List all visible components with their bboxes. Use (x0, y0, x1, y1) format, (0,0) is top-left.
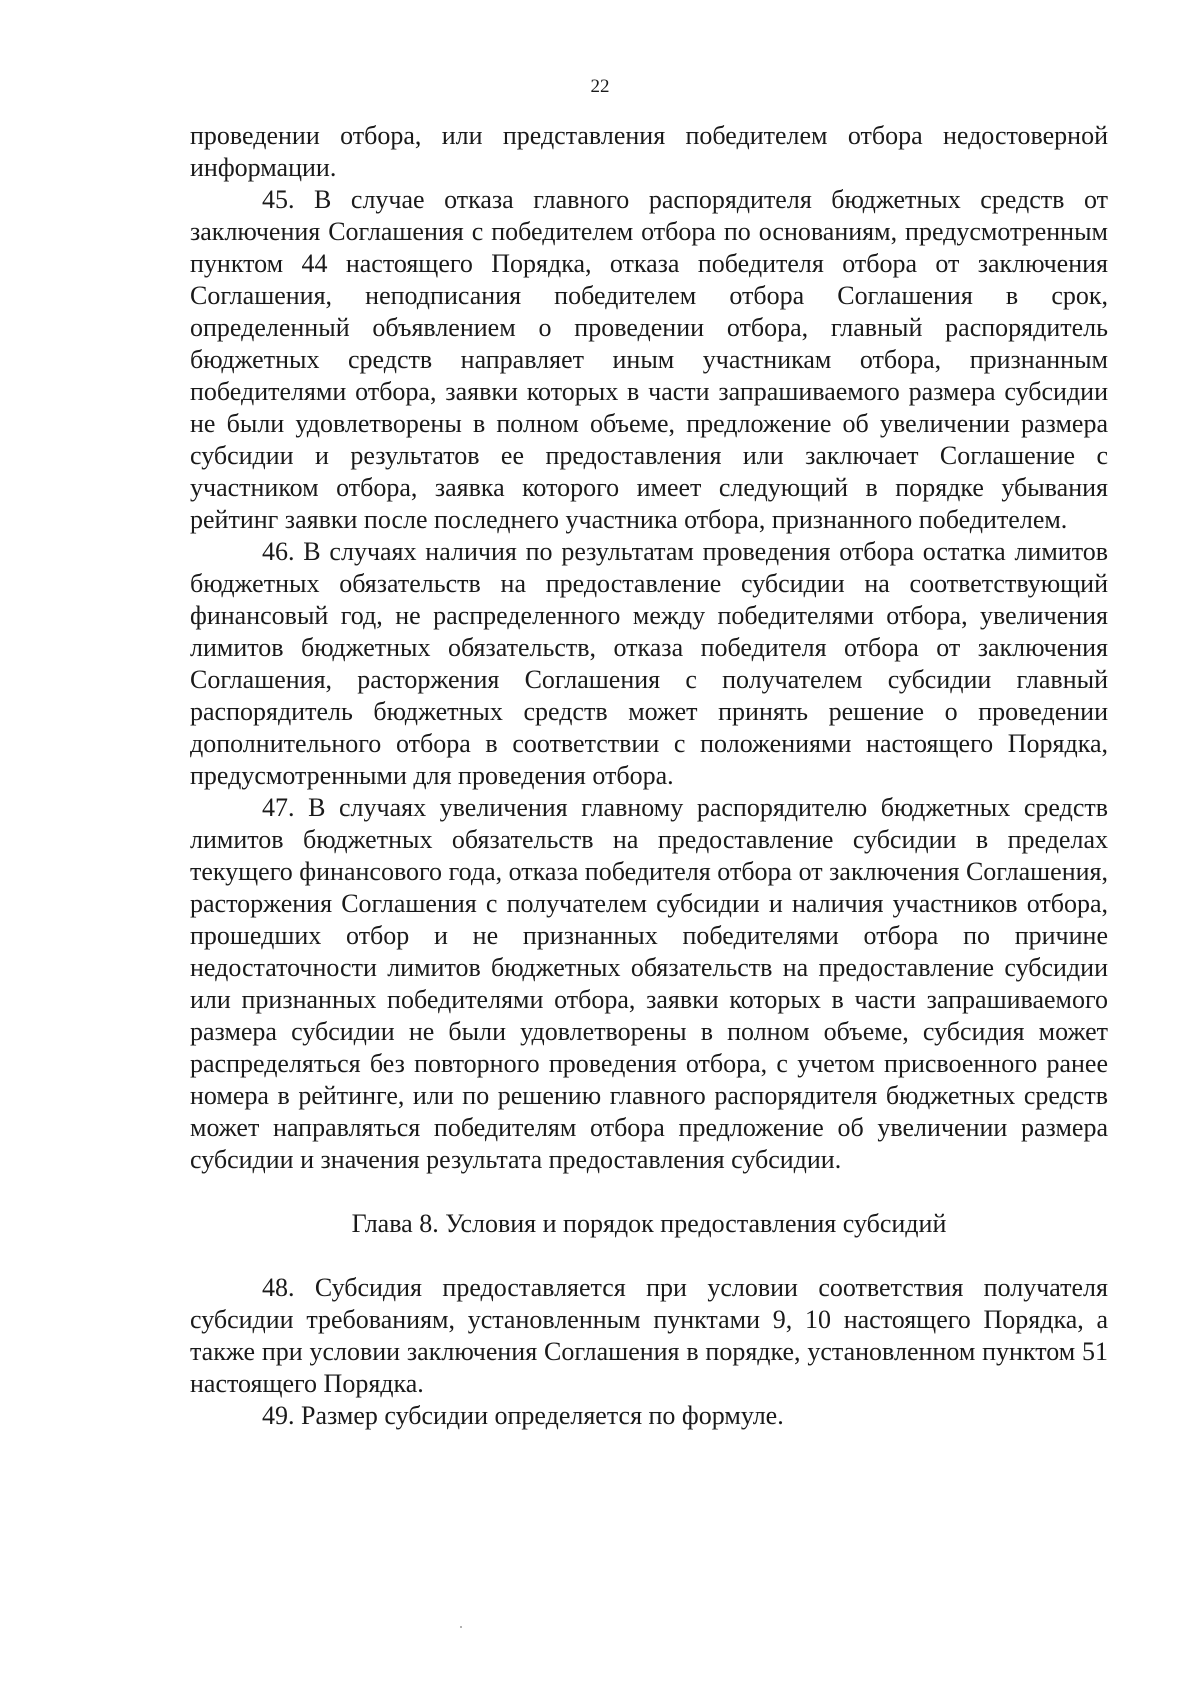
document-body (190, 120, 1108, 1432)
paragraph-47: 47. В случаях увеличения главному распорядителю бюджетных средств лимитов бюджетных обязательств на предоставление субсидии в пределах текущего финансового года, отказа победителя отбора от заключения Соглашения, расторжения Соглашения с получателем субсидии и наличия участников отбора, прошедших отбор и не признанных победителями отбора по причине недостаточности лимитов бюджетных обязательств на предоставление субсидии или признанных победителями отбора, заявки которых в части запрашиваемого размера субсидии не были удовлетворены в полном объеме, субсидия может распределяться без повторного проведения отбора, с учетом присвоенного ранее номера в рейтинге, или по решению главного распорядителя бюджетных средств может направляться победителям отбора предложение об увеличении размера субсидии и значения результата предоставления субсидии. (190, 793, 1108, 1174)
page-number: 22 (590, 76, 610, 97)
paragraph-48: 48. Субсидия предоставляется при условии соответствия получателя субсидии требованиям, установленным пунктами 9, 10 настоящего Порядка, а также при условии заключения Соглашения в порядке, установленном пунктом 51 настоящего Порядка. (190, 1273, 1108, 1398)
paragraph-46: 46. В случаях наличия по результатам проведения отбора остатка лимитов бюджетных обязательств на предоставление субсидии на соответствующий финансовый год, не распределенного между победителями отбора, увеличения лимитов бюджетных обязательств, отказа победителя отбора от заключения Соглашения, расторжения Соглашения с получателем субсидии главный распорядитель бюджетных средств может принять решение о проведении дополнительного отбора в соответствии с положениями настоящего Порядка, предусмотренными для проведения отбора. (190, 537, 1108, 790)
paragraph-45: 45. В случае отказа главного распорядителя бюджетных средств от заключения Соглашения с победителем отбора по основаниям, предусмотренным пунктом 44 настоящего Порядка, отказа победителя отбора от заключения Соглашения, неподписания победителем отбора Соглашения в срок, определенный объявлением о проведении отбора, главный распорядитель бюджетных средств направляет иным участникам отбора, признанным победителями отбора, заявки которых в части запрашиваемого размера субсидии не были удовлетворены в полном объеме, предложение об увеличении размера субсидии и результатов ее предоставления или заключает Соглашение с участником отбора, заявка которого имеет следующий в порядке убывания рейтинг заявки после последнего участника отбора, признанного победителем. (190, 185, 1108, 534)
scan-speck (460, 1626, 462, 1628)
paragraph-49: 49. Размер субсидии определяется по формуле. (262, 1401, 784, 1430)
paragraph-continuation: проведении отбора, или представления победителем отбора недостоверной информации. (190, 121, 1108, 182)
chapter-heading: Глава 8. Условия и порядок предоставления субсидий (351, 1209, 947, 1238)
